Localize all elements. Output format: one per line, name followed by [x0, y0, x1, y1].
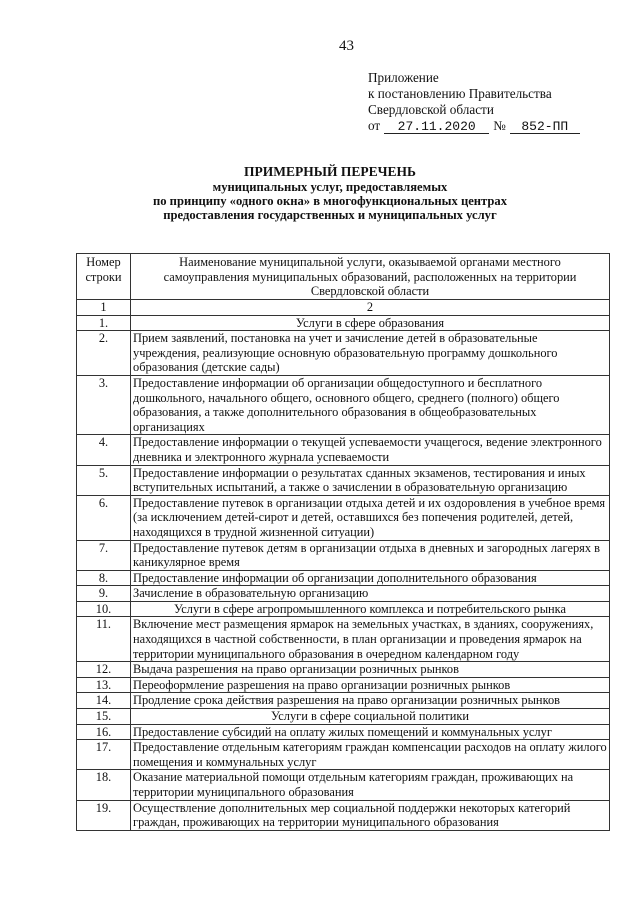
title-line: предоставления государственных и муниципальных услуг	[163, 208, 497, 222]
table-row	[77, 724, 610, 740]
page-number: 43	[339, 38, 354, 54]
document-number: 852-ПП	[510, 120, 580, 134]
service-name: Предоставление информации о результатах сданных экзаменов, тестирования и иных вступительных испытаний, а также о зачислении в образовательную организацию	[131, 465, 610, 495]
row-number: 14.	[77, 693, 131, 709]
table-row	[77, 770, 610, 800]
section-title: Услуги в сфере социальной политики	[131, 709, 610, 725]
table-row	[77, 677, 610, 693]
row-number: 19.	[77, 800, 131, 830]
table-row	[77, 435, 610, 465]
service-name: Прием заявлений, постановка на учет и зачисление детей в образовательные учреждения, реализующие основную образовательную программу дошкольного образования (детские сады)	[131, 331, 610, 376]
row-number: 16.	[77, 724, 131, 740]
appendix-line: Приложение	[368, 70, 439, 85]
row-number: 18.	[77, 770, 131, 800]
service-name: Выдача разрешения на право организации розничных рынков	[131, 662, 610, 678]
appendix-line: Свердловской области	[368, 102, 494, 117]
document-date: 27.11.2020	[384, 120, 489, 134]
row-number: 6.	[77, 495, 131, 540]
service-name: Предоставление информации о текущей успеваемости учащегося, ведение электронного дневника и электронного журнала успеваемости	[131, 435, 610, 465]
table-section-row	[77, 315, 610, 331]
table-row	[77, 495, 610, 540]
row-number: 7.	[77, 540, 131, 570]
row-number: 15.	[77, 709, 131, 725]
services-table	[76, 253, 610, 831]
table-row	[77, 693, 610, 709]
service-name: Предоставление субсидий на оплату жилых помещений и коммунальных услуг	[131, 724, 610, 740]
table-row	[77, 662, 610, 678]
row-number: 2.	[77, 331, 131, 376]
table-row	[77, 586, 610, 602]
service-name: Предоставление путевок детям в организации отдыха в дневных и загородных лагерях в каникулярное время	[131, 540, 610, 570]
service-name: Предоставление информации об организации общедоступного и бесплатного дошкольного, начального общего, основного общего, среднего (полного) общего образования, а также дополнительного образования в общеобразовательных организациях	[131, 375, 610, 434]
column-numbers-row	[77, 300, 610, 316]
row-number: 13.	[77, 677, 131, 693]
row-number: 1.	[77, 315, 131, 331]
header-row-number: Номер строки	[77, 254, 131, 300]
document-title	[60, 164, 600, 222]
header-service-name: Наименование муниципальной услуги, оказываемой органами местного самоуправления муниципальных образований, расположенных на территории Свердловской области	[131, 254, 610, 300]
table-row	[77, 570, 610, 586]
appendix-block	[368, 70, 580, 134]
service-name: Зачисление в образовательную организацию	[131, 586, 610, 602]
service-name: Включение мест размещения ярмарок на земельных участках, в зданиях, сооружениях, находящихся в частной собственности, в план организации и проведения ярмарок на территории муниципального образования в очередном календарном году	[131, 617, 610, 662]
row-number: 9.	[77, 586, 131, 602]
table-row	[77, 540, 610, 570]
title-main: ПРИМЕРНЫЙ ПЕРЕЧЕНЬ	[244, 164, 416, 179]
row-number: 8.	[77, 570, 131, 586]
table-row	[77, 800, 610, 830]
title-line: по принципу «одного окна» в многофункциональных центрах	[152, 194, 507, 208]
row-number: 17.	[77, 740, 131, 770]
title-line: муниципальных услуг, предоставляемых	[212, 180, 448, 194]
appendix-signature-line	[368, 118, 580, 134]
section-title: Услуги в сфере образования	[131, 315, 610, 331]
date-prefix: от	[368, 118, 381, 133]
table-row	[77, 375, 610, 434]
column-number: 2	[131, 300, 610, 316]
service-name: Осуществление дополнительных мер социальной поддержки некоторых категорий граждан, проживающих на территории муниципального образования	[131, 800, 610, 830]
table-header-row	[77, 254, 610, 300]
service-name: Оказание материальной помощи отдельным категориям граждан, проживающих на территории муниципального образования	[131, 770, 610, 800]
service-name: Продление срока действия разрешения на право организации розничных рынков	[131, 693, 610, 709]
table-section-row	[77, 709, 610, 725]
table-row	[77, 740, 610, 770]
row-number: 5.	[77, 465, 131, 495]
service-name: Предоставление информации об организации дополнительного образования	[131, 570, 610, 586]
row-number: 11.	[77, 617, 131, 662]
table-row	[77, 617, 610, 662]
row-number: 4.	[77, 435, 131, 465]
service-name: Предоставление отдельным категориям граждан компенсации расходов на оплату жилого помещения и коммунальных услуг	[131, 740, 610, 770]
column-number: 1	[77, 300, 131, 316]
section-title: Услуги в сфере агропромышленного комплекса и потребительского рынка	[131, 601, 610, 617]
row-number: 12.	[77, 662, 131, 678]
service-name: Предоставление путевок в организации отдыха детей и их оздоровления в учебное время (за исключением детей-сирот и детей, оставшихся без попечения родителей, детей, находящихся в трудной жизненной ситуации)	[131, 495, 610, 540]
table-section-row	[77, 601, 610, 617]
appendix-line: к постановлению Правительства	[368, 86, 552, 101]
row-number: 3.	[77, 375, 131, 434]
table-row	[77, 465, 610, 495]
service-name: Переоформление разрешения на право организации розничных рынков	[131, 677, 610, 693]
row-number: 10.	[77, 601, 131, 617]
table-row	[77, 331, 610, 376]
number-prefix: №	[493, 118, 506, 133]
